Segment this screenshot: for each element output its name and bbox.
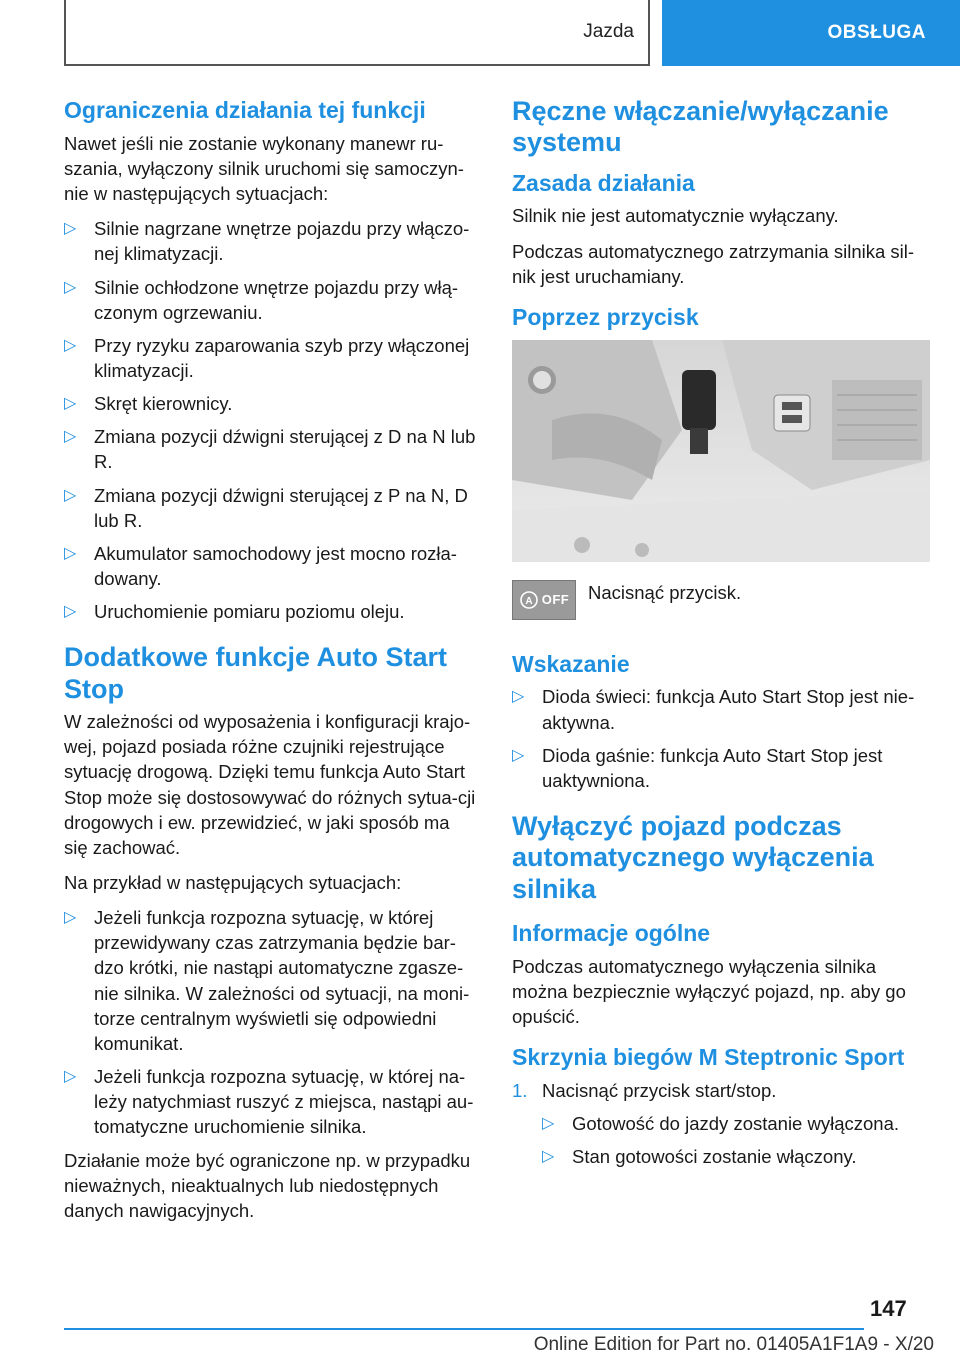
list-item-text: Uruchomienie pomiaru poziomu oleju. [94,601,405,623]
dashboard-illustration [512,340,930,562]
list-item-text: Skręt kierownicy. [94,393,233,415]
bullet-triangle-icon: ▷ [64,544,77,562]
section-tab [64,0,650,66]
button-instruction-text: Nacisnąć przycisk. [588,581,742,603]
list-item [64,216,478,266]
principle-paragraph-1: Silnik nie jest automatycznie wyłączany. [512,205,839,227]
right-column [512,96,930,1177]
list-item-text: Silnie ochłodzone wnętrze pojazdu przy włą-czonym ogrzewaniu. [94,276,459,323]
bullet-triangle-icon: ▷ [542,1148,555,1166]
list-item [512,684,930,734]
general-paragraph: Podczas automatycznego wyłączenia silnika można bezpiecznie wyłączyć pojazd, np. aby go opuścić. [512,955,906,1027]
bullet-triangle-icon: ▷ [512,746,525,764]
list-item-text: Jeżeli funkcja rozpozna sytuację, w której na-leży natychmiast ruszyć z miejsca, nastąpi au-tomatyczne uruchomienie silnika. [94,1066,474,1138]
step-sublist [542,1111,930,1169]
list-item [64,599,478,624]
bullet-triangle-icon: ▷ [512,688,525,706]
list-item [542,1144,930,1169]
section-label: Jazda [583,21,634,42]
heading-indicator: Wskazanie [512,650,630,677]
extra-list [64,905,478,1139]
list-item [64,1064,478,1139]
indicator-list [512,684,930,793]
list-item-text: Akumulator samochodowy jest mocno rozła-dowany. [94,542,457,590]
chapter-label: OBSŁUGA [827,22,926,43]
left-column [64,96,478,1233]
bullet-triangle-icon: ▷ [64,278,77,296]
heading-limits: Ograniczenia działania tej funkcji [64,97,426,123]
list-item [542,1111,930,1136]
list-item [64,333,478,383]
off-label: OFF [541,592,570,608]
extra-paragraph-1: W zależności od wyposażenia i konfiguracji krajo-wej, pojazd posiada różne czujniki rejestrujące sytuację drogową. Dzięki temu funkcja Auto Start Stop może się dostosowywać do różnych sytua-cji drogowych i ew. przewidzieć, w jaki sposób ma się zachować. [64,711,476,858]
list-item-text: Silnie nagrzane wnętrze pojazdu przy włączo-nej klimatyzacji. [94,218,470,265]
list-item [64,905,478,1056]
page-number: 147 [870,1296,907,1321]
list-item [64,541,478,591]
list-item-text: Zmiana pozycji dźwigni sterującej z P na N, D lub R. [94,484,468,531]
page-header [0,0,960,66]
list-item-text: Przy ryzyku zaparowania szyb przy włączonej klimatyzacji. [94,334,470,381]
list-item [64,424,478,474]
list-item-text: Jeżeli funkcja rozpozna sytuację, w której przewidywany czas zatrzymania będzie bar-dzo krótki, nie nastąpi automatyczne zgasze-nie silnika. W zależności od sytuacji, na moni-torze centralnym wyświetli się odpowiedni komunikat. [94,907,470,1054]
list-item [64,391,478,416]
limits-intro: Nawet jeśli nie zostanie wykonany manewr ru-szania, wyłączony silnik uruchomi się samoczyn-nie w następujących sytuacjach: [64,132,464,205]
limits-list [64,216,478,624]
auto-a-icon [519,590,539,610]
list-item [512,743,930,793]
heading-extra-functions: Dodatkowe funkcje Auto Start Stop [64,642,448,704]
bullet-triangle-icon: ▷ [64,336,77,354]
bullet-triangle-icon: ▷ [64,909,77,927]
bullet-triangle-icon: ▷ [64,486,77,504]
bullet-triangle-icon: ▷ [64,220,77,238]
bullet-triangle-icon: ▷ [64,603,77,621]
steps-list [512,1078,930,1169]
heading-switch-off: Wyłączyć pojazd podczas automatycznego wyłączenia silnika [512,810,874,904]
footer-divider [64,1328,864,1330]
list-item [64,483,478,533]
list-item-text: Zmiana pozycji dźwigni sterującej z D na N lub R. [94,426,476,473]
heading-via-button: Poprzez przycisk [512,303,699,330]
list-item-text: Dioda świeci: funkcja Auto Start Stop jest nie-aktywna. [542,686,915,733]
heading-manual-toggle: Ręczne włączanie/wyłączanie systemu [512,96,889,158]
bullet-triangle-icon: ▷ [64,395,77,413]
bullet-triangle-icon: ▷ [542,1115,555,1133]
list-item-text: Stan gotowości zostanie włączony. [572,1146,857,1168]
step-text: Nacisnąć przycisk start/stop. [542,1079,777,1101]
heading-general-info: Informacje ogólne [512,919,711,946]
bullet-triangle-icon: ▷ [64,428,77,446]
list-item-text: Gotowość do jazdy zostanie wyłączona. [572,1113,900,1135]
bullet-triangle-icon: ▷ [64,1068,77,1086]
svg-text:A: A [525,595,533,607]
extra-paragraph-2: Na przykład w następujących sytuacjach: [64,871,402,893]
chapter-tab [662,0,960,66]
heading-steptronic: Skrzynia biegów M Steptronic Sport [512,1044,905,1071]
extra-paragraph-3: Działanie może być ograniczone np. w przypadku nieważnych, nieaktualnych lub niedostępnych danych nawigacyjnych. [64,1149,471,1221]
list-item [64,275,478,325]
list-item-text: Dioda gaśnie: funkcja Auto Start Stop jest uaktywniona. [542,744,883,791]
heading-principle: Zasada działania [512,169,695,196]
principle-paragraph-2: Podczas automatycznego zatrzymania silnika sil-nik jest uruchamiany. [512,240,915,287]
step-item [512,1078,930,1169]
footer-edition: Online Edition for Part no. 01405A1F1A9 - X/20 [533,1334,934,1355]
auto-start-stop-off-icon [512,580,576,620]
dashboard-photo [512,340,930,562]
button-instruction [512,580,930,620]
step-number: 1. [512,1079,528,1101]
